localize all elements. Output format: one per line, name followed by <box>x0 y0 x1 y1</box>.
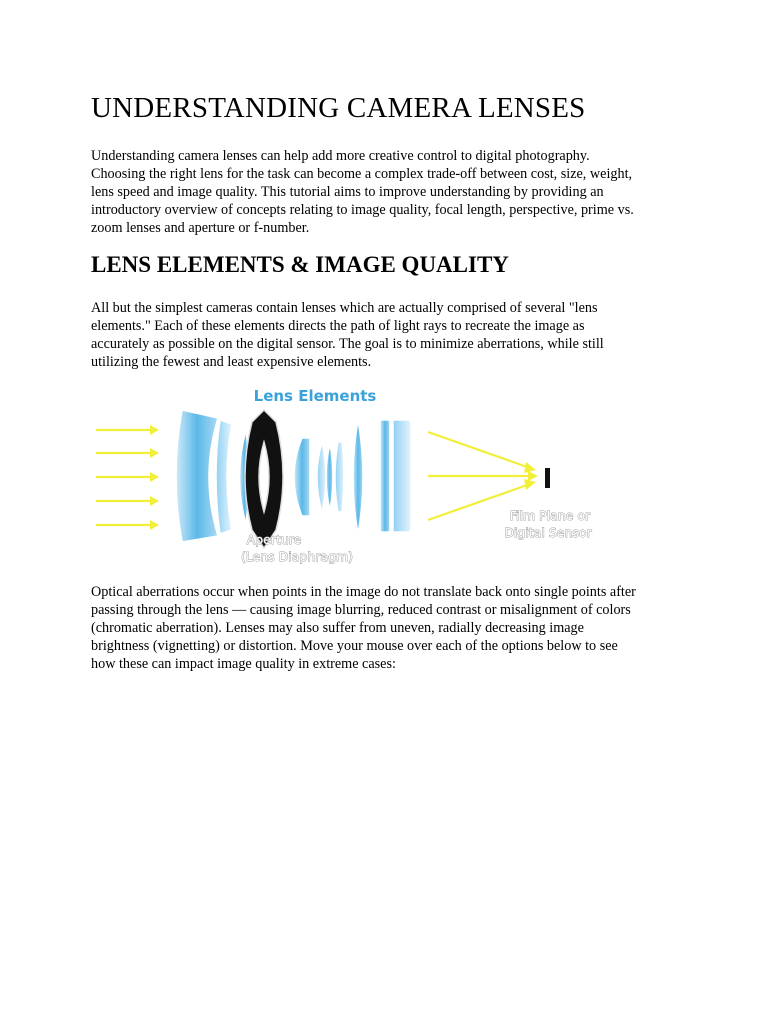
paragraph-line: accurately as possible on the digital sensor. The goal is to minimize aberrations, while still <box>91 336 604 352</box>
lens-element <box>326 444 333 510</box>
paragraph-line: All but the simplest cameras contain lenses which are actually comprised of several "lens <box>91 300 598 316</box>
lens-elements-diagram <box>90 380 600 570</box>
paragraph-line: Optical aberrations occur when points in the image do not translate back onto single points after <box>91 584 636 600</box>
lens-element <box>176 410 218 542</box>
arrow-right-icon <box>96 448 159 458</box>
intro-paragraph <box>91 147 634 237</box>
page-title: UNDERSTANDING CAMERA LENSES <box>91 92 586 124</box>
paragraph-line: how these can impact image quality in extreme cases: <box>91 656 396 672</box>
intro-line: lens speed and image quality. This tutorial aims to improve understanding by providing an <box>91 184 604 200</box>
lens-element <box>380 420 390 532</box>
lens-elements-paragraph <box>91 299 604 371</box>
digital-sensor <box>545 468 550 488</box>
converging-rays <box>428 432 538 520</box>
sensor-label: Film Plane or <box>509 508 591 523</box>
arrow-right-icon <box>96 496 159 506</box>
lens-element <box>294 438 310 516</box>
paragraph-line: passing through the lens — causing image blurring, reduced contrast or misalignment of colors <box>91 602 631 618</box>
arrow-right-icon <box>96 425 159 435</box>
lens-diagram-svg <box>90 380 600 570</box>
aperture-diaphragm <box>245 410 283 548</box>
arrow-right-icon <box>96 472 159 482</box>
lens-element <box>216 420 232 534</box>
paragraph-line: (chromatic aberration). Lenses may also suffer from uneven, radially decreasing image <box>91 620 584 636</box>
paragraph-line: elements." Each of these elements directs the path of light rays to recreate the image as <box>91 318 585 334</box>
lens-element <box>317 442 326 512</box>
intro-line: introductory overview of concepts relating to image quality, focal length, perspective, prime vs. <box>91 202 634 218</box>
paragraph-line: brightness (vignetting) or distortion. Move your mouse over each of the options below to see <box>91 638 618 654</box>
lens-element <box>353 420 363 534</box>
intro-line: zoom lenses and aperture or f-number. <box>91 220 310 236</box>
lens-element <box>393 420 411 532</box>
intro-line: Choosing the right lens for the task can become a complex trade-off between cost, size, weight, <box>91 166 633 182</box>
sensor-label-sub: Digital Sensor <box>504 525 592 540</box>
section-heading: LENS ELEMENTS & IMAGE QUALITY <box>91 252 509 277</box>
aberrations-paragraph <box>91 583 636 673</box>
arrow-right-icon <box>96 520 159 530</box>
incoming-rays <box>96 425 159 530</box>
aperture-label: Aperture <box>246 532 302 547</box>
lens-element-group <box>176 410 411 548</box>
intro-line: Understanding camera lenses can help add more creative control to digital photography. <box>91 148 590 164</box>
aperture-label-sub: (Lens Diaphragm) <box>240 549 354 564</box>
lens-element <box>335 442 344 512</box>
paragraph-line: utilizing the fewest and least expensive elements. <box>91 354 372 370</box>
figure-title: Lens Elements <box>253 387 377 405</box>
